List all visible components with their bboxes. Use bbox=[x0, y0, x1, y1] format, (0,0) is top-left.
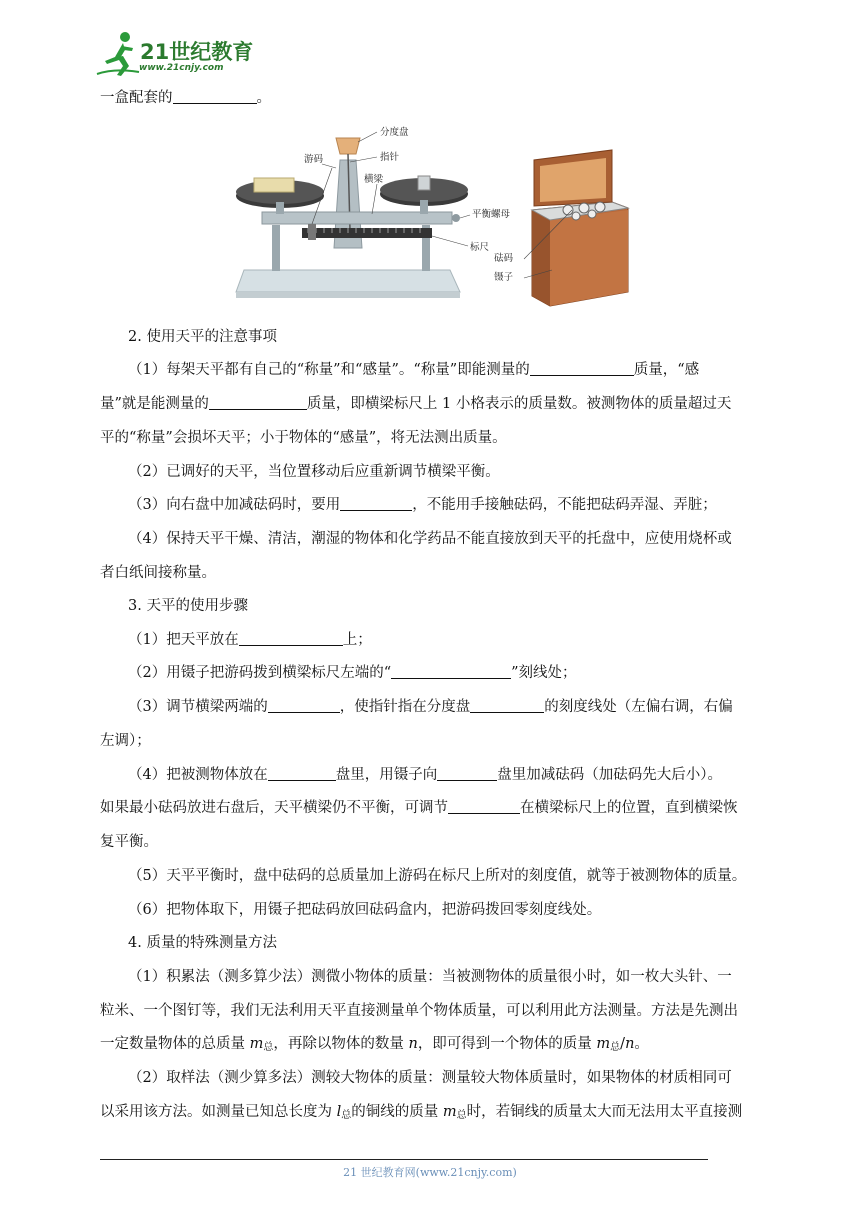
text-line: 量”就是能测量的 质量，即横梁标尺上 1 小格表示的质量数。被测物体的质量超过天 bbox=[100, 396, 732, 412]
text-line: （5）天平平衡时，盘中砝码的总质量加上游码在标尺上所对的刻度值，就等于被测物体的质量。 bbox=[128, 868, 747, 884]
text-line: （4）保持天平干燥、清洁，潮湿的物体和化学药品不能直接放到天平的托盘中，应使用烧杯或 bbox=[128, 531, 732, 547]
text-line: 如果最小砝码放进右盘后，天平横梁仍不平衡，可调节 在横梁标尺上的位置，直到横梁恢 bbox=[100, 800, 738, 816]
answer-blank[interactable] bbox=[173, 89, 257, 104]
text-line: 一盒配套的 。 bbox=[100, 90, 271, 106]
logo-url: www.21cnjy.com bbox=[139, 63, 224, 73]
text-line: 以采用该方法。如测量已知总长度为 $l_总$的铜线的质量 $m_总$时，若铜线的质量太大而无法用太平直接测 bbox=[100, 1104, 743, 1121]
answer-blank[interactable] bbox=[470, 698, 544, 713]
logo-text: 21世纪教育 bbox=[140, 40, 254, 64]
text-line: 平的“称量”会损坏天平；小于物体的“感量”，将无法测出质量。 bbox=[100, 430, 507, 446]
text-line: （1）每架天平都有自己的“称量”和“感量”。“称量”即能测量的 质量，“感 bbox=[128, 362, 700, 378]
label-tweezers: 镊子 bbox=[494, 272, 514, 283]
answer-blank[interactable] bbox=[268, 698, 340, 713]
section-heading: 3. 天平的使用步骤 bbox=[128, 598, 248, 614]
section-heading: 2. 使用天平的注意事项 bbox=[128, 329, 277, 345]
answer-blank[interactable] bbox=[530, 361, 634, 376]
label-beam: 横梁 bbox=[364, 174, 384, 185]
answer-blank[interactable] bbox=[209, 395, 307, 410]
text-line: （1）积累法（测多算少法）测微小物体的质量：当被测物体的质量很小时，如一枚大头针、一 bbox=[128, 969, 732, 985]
text-line: （3）调节横梁两端的 ，使指针指在分度盘 的刻度线处（左偏右调，右偏 bbox=[128, 699, 733, 715]
answer-blank[interactable] bbox=[268, 766, 336, 781]
text-line: 粒米、一个图钉等，我们无法利用天平直接测量单个物体质量，可以利用此方法测量。方法是先测出 bbox=[100, 1003, 738, 1019]
text-line: （4）把被测物体放在 盘里，用镊子向 盘里加减砝码（加砝码先大后小）。 bbox=[128, 767, 722, 783]
label-scale: 标尺 bbox=[470, 242, 490, 253]
label-rider: 游码 bbox=[304, 154, 324, 165]
text-line: （2）取样法（测少算多法）测较大物体的质量：测量较大物体质量时，如果物体的材质相同可 bbox=[128, 1070, 732, 1086]
answer-blank[interactable] bbox=[391, 664, 511, 679]
section-heading: 4. 质量的特殊测量方法 bbox=[128, 935, 277, 951]
footer-text: 21 世纪教育网(www.21cnjy.com) bbox=[343, 1166, 517, 1179]
text-line: （1）把天平放在 上； bbox=[128, 632, 372, 648]
label-pointer: 指针 bbox=[380, 152, 400, 163]
text-line: （3）向右盘中加减砝码时，要用 ，不能用手接触砝码，不能把砝码弄湿、弄脏； bbox=[128, 497, 717, 513]
text-line: （2）用镊子把游码拨到横梁标尺左端的“ ”刻线处； bbox=[128, 665, 577, 681]
balance-figure bbox=[232, 120, 642, 312]
answer-blank[interactable] bbox=[437, 766, 497, 781]
text-line: 一定数量物体的总质量 $m_总$，再除以物体的数量 n，即可得到一个物体的质量 $m_总/n$。 bbox=[100, 1036, 649, 1053]
label-dial: 分度盘 bbox=[380, 127, 409, 138]
label-nut: 平衡螺母 bbox=[472, 209, 511, 220]
text-line: （6）把物体取下，用镊子把砝码放回砝码盒内，把游码拨回零刻度线处。 bbox=[128, 902, 602, 918]
footer-divider bbox=[100, 1159, 708, 1160]
text-line: 者白纸间接称量。 bbox=[100, 565, 216, 581]
runner-logo-icon bbox=[95, 30, 141, 78]
text-line: 复平衡。 bbox=[100, 834, 158, 850]
answer-blank[interactable] bbox=[448, 799, 520, 814]
site-logo bbox=[95, 30, 265, 80]
text-line: 左调）； bbox=[100, 733, 151, 749]
answer-blank[interactable] bbox=[340, 496, 412, 511]
answer-blank[interactable] bbox=[239, 631, 343, 646]
label-weights: 砝码 bbox=[494, 253, 514, 264]
text-line: （2）已调好的天平，当位置移动后应重新调节横梁平衡。 bbox=[128, 464, 500, 480]
